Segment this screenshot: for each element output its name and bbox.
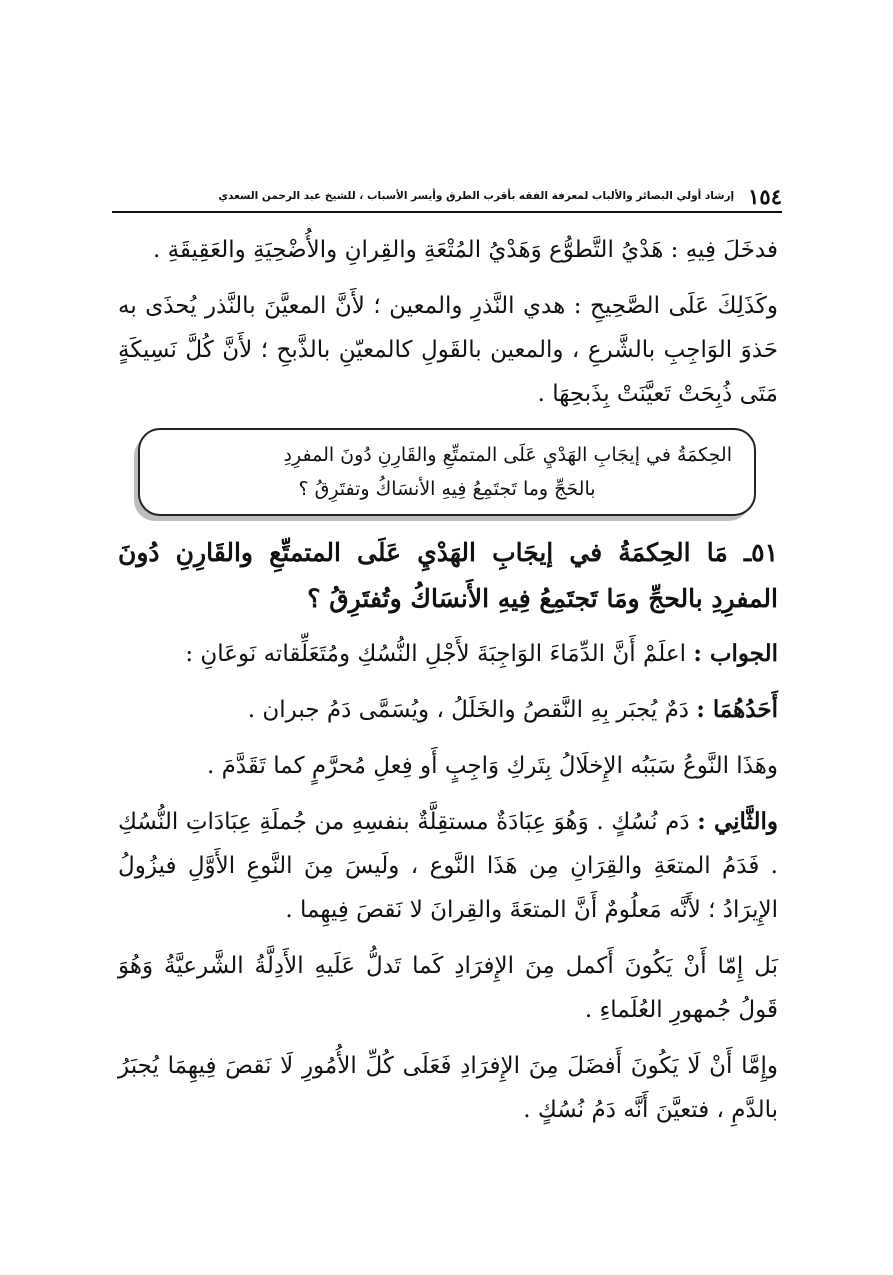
paragraph-text: دَمٌ يُجبَر بِهِ النَّقصُ والخَلَلُ ، ويُسَمَّى دَمُ جبران . xyxy=(247,697,690,723)
answer-paragraph xyxy=(118,632,778,676)
answer-paragraph xyxy=(118,688,778,732)
running-title: إرشاد أولي البصائر والألباب لمعرفة الفقه بأقرب الطرق وأيسر الأسباب ، للشيخ عبد الرحمن السعدي xyxy=(218,190,735,202)
paragraph-lead: الجواب : xyxy=(693,640,778,667)
running-header xyxy=(112,183,782,209)
paragraph: فدخَلَ فِيهِ : هَدْيُ التَّطوُّع وَهَدْيُ المُتْعَةِ والقِرانِ والأُضْحِيَةِ والعَقِيقَةِ . xyxy=(152,237,778,263)
paragraph-lead: والثَّانِي : xyxy=(697,808,778,835)
page-body xyxy=(118,228,778,1144)
question-heading: ٥١ـ مَا الحِكمَةُ في إيجَابِ الهَدْيِ عَلَى المتمتِّعِ والقَارِنِ دُونَ المفرِدِ بالحجِّ ومَا تَجتَمِعُ فِيهِ الأَنسَاكُ وتُفتَرِقُ ؟ xyxy=(118,538,778,613)
header-divider xyxy=(112,211,782,213)
paragraph-lead: أَحَدُهُمَا : xyxy=(696,696,778,723)
paragraph-text: اعلَمْ أَنَّ الدِّمَاءَ الوَاجِبَةَ لأَجْلِ النُّسُكِ ومُتَعَلِّقاته نَوعَانِ : xyxy=(185,641,687,667)
answer-paragraph xyxy=(118,944,778,1032)
section-heading-box xyxy=(138,428,756,516)
answer-paragraph xyxy=(118,1044,778,1132)
paragraph-text: دَم نُسُكٍ . وَهُوَ عِبَادَةٌ مستقِلَّةٌ بنفسِهِ من جُملَةِ عِبَادَاتِ النُّسُكِ . فَدَمُ المتعَةِ والقِرَانِ مِن هَذَا النَّوع ، ولَيسَ مِنَ النَّوعِ الأَوَّلِ فيزُولُ الإِيرَادُ ؛ لأَنَّه مَعلُومٌ أَنَّ المتعَةَ والقِرانَ لا نَقصَ فِيهِما . xyxy=(118,809,778,923)
answer-paragraph xyxy=(118,800,778,932)
section-heading-line-2: بالحَجِّ وما تَجتَمِعُ فِيهِ الأنسَاكُ وتفتَرِقُ ؟ xyxy=(298,478,596,500)
paragraph-text: بَل إِمّا أَنْ يَكُونَ أَكمل مِنَ الإِفرَادِ كَما تَدلُّ عَلَيهِ الأَدِلَّةُ الشَّرعيَّةُ وَهُوَ قَولُ جُمهورِ العُلَماءِ . xyxy=(118,953,778,1023)
paragraph-text: وإِمَّا أَنْ لَا يَكُونَ أَفضَلَ مِنَ الإِفرَادِ فَعَلَى كُلِّ الأُمُورِ لَا نَقصَ فِيهِمَا يُجبَرُ بالدَّمِ ، فتعيَّنَ أَنَّه دَمُ نُسُكٍ . xyxy=(118,1053,778,1123)
paragraph: وكَذَلِكَ عَلَى الصَّحِيحِ : هدي النَّذرِ والمعين ؛ لأَنَّ المعيَّنَ بالنَّذر يُحذَى به حَذوَ الوَاجِبِ بالشَّرعِ ، والمعين بالقَولِ كالمعيّنِ بالذَّبحِ ؛ لأَنَّ كُلَّ نَسِيكَةٍ مَتَى ذُبِحَتْ تَعيَّنَتْ بِذَبحِهَا . xyxy=(118,293,778,407)
paragraph-text: وهَذَا النَّوعُ سَبَبُه الإِخلَالُ بِتَركِ وَاجِبٍ أَو فِعلِ مُحرَّمٍ كما تَقَدَّمَ . xyxy=(206,753,778,779)
section-heading-line-1: الحِكمَةُ في إيجَابِ الهَدْيِ عَلَى المتمتِّعِ والقَارِنِ دُونَ المفرِدِ xyxy=(283,444,732,466)
page-number: ١٥٤ xyxy=(748,183,782,209)
answer-paragraph xyxy=(118,744,778,788)
